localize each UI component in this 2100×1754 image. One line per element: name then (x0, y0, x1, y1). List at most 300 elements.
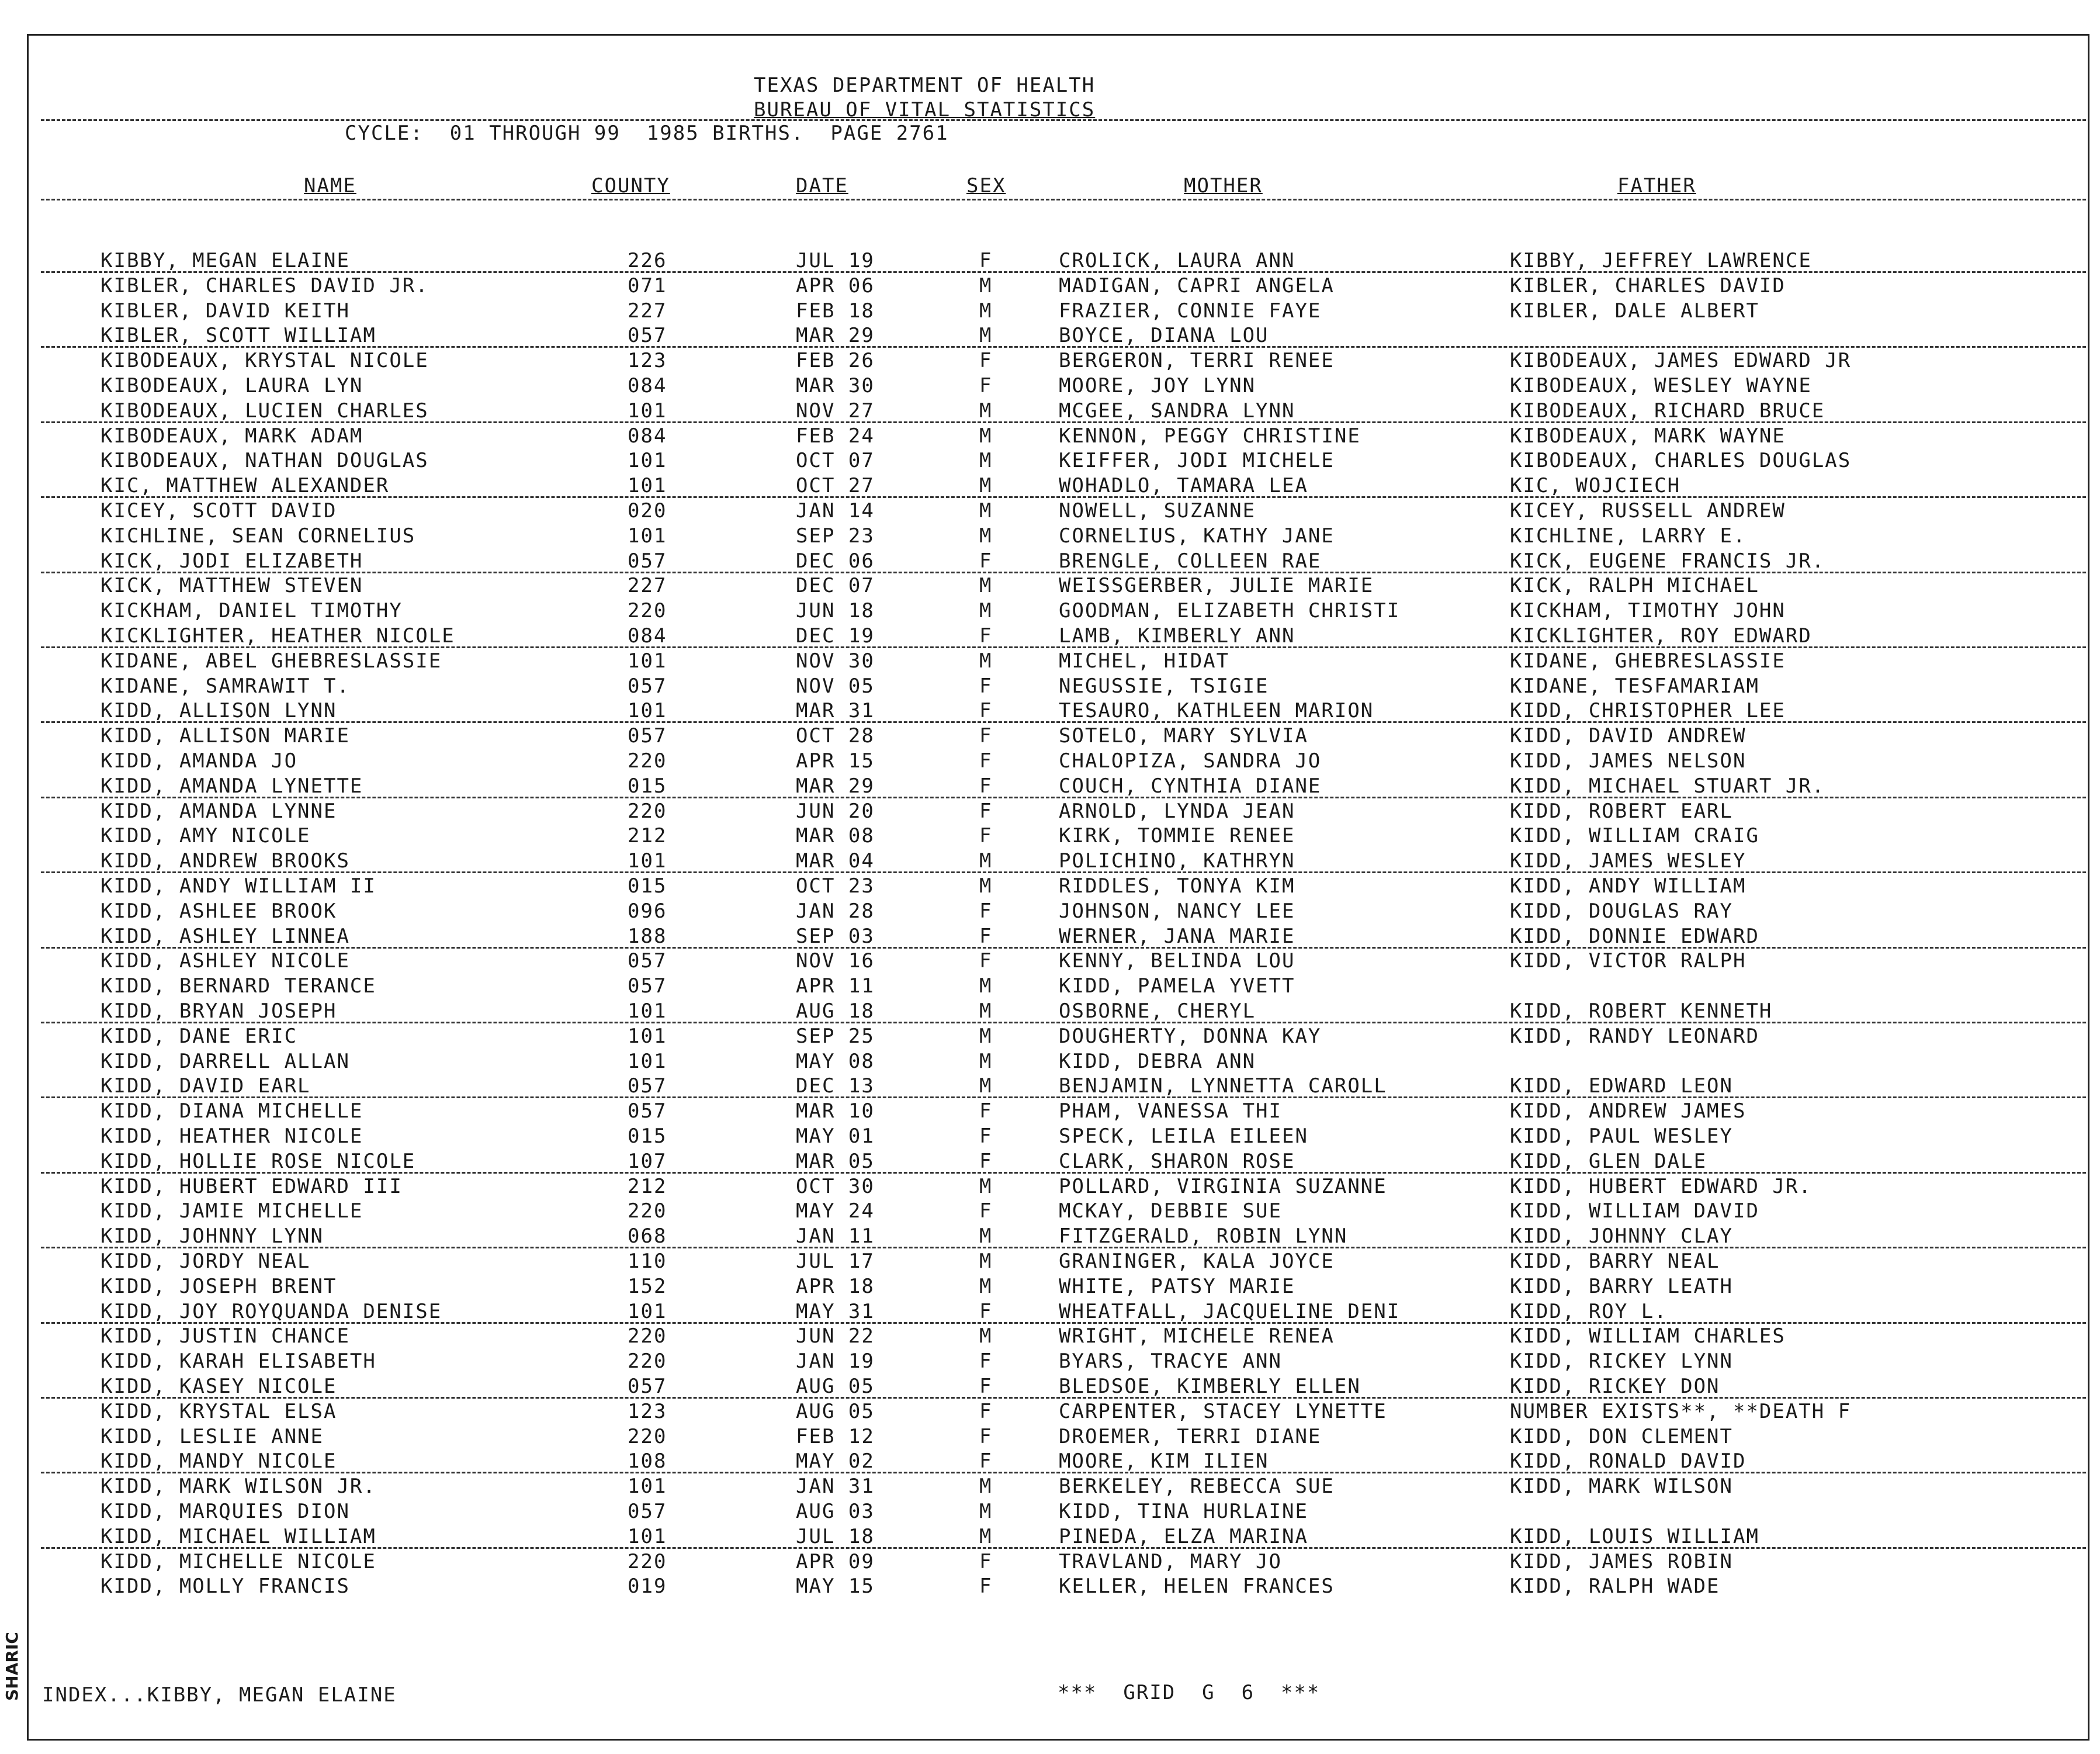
row-divider (41, 572, 2086, 573)
cell-county: 220 (628, 1199, 667, 1223)
cell-county: 015 (628, 874, 667, 898)
cell-county: 101 (628, 474, 667, 498)
cell-name: KIDANE, ABEL GHEBRESLASSIE (101, 649, 442, 673)
cell-county: 057 (628, 1099, 667, 1123)
cell-date: SEP 03 (796, 924, 875, 948)
cell-name: KIDD, ALLISON MARIE (101, 724, 350, 748)
cell-mother: WRIGHT, MICHELE RENEA (1059, 1324, 1335, 1348)
cell-county: 057 (628, 974, 667, 998)
cell-mother: ARNOLD, LYNDA JEAN (1059, 799, 1295, 823)
cell-date: APR 09 (796, 1549, 875, 1573)
cell-name: KIDD, JORDY NEAL (101, 1250, 311, 1273)
cell-father: KIC, WOJCIECH (1510, 474, 1681, 498)
cell-county: 220 (628, 1324, 667, 1348)
cell-mother: BOYCE, DIANA LOU (1059, 324, 1269, 348)
cell-county: 212 (628, 1174, 667, 1198)
cell-father: KICK, RALPH MICHAEL (1510, 574, 1759, 598)
cell-mother: BENJAMIN, LYNNETTA CAROLL (1059, 1074, 1387, 1098)
cell-name: KIBBY, MEGAN ELAINE (101, 249, 350, 272)
row-divider (41, 421, 2086, 423)
cell-county: 123 (628, 1399, 667, 1423)
cell-mother: KELLER, HELEN FRANCES (1059, 1575, 1335, 1599)
cell-name: KIDD, ASHLEE BROOK (101, 899, 337, 923)
cell-name: KIDD, MOLLY FRANCIS (101, 1575, 350, 1599)
cell-date: MAY 02 (796, 1449, 875, 1473)
cell-name: KIDD, AMANDA JO (101, 749, 298, 773)
cell-date: MAR 05 (796, 1149, 875, 1173)
cell-mother: JOHNSON, NANCY LEE (1059, 899, 1295, 923)
cell-mother: CHALOPIZA, SANDRA JO (1059, 749, 1322, 773)
row-divider (41, 1472, 2086, 1473)
cell-sex: F (979, 924, 993, 948)
cell-mother: KEIFFER, JODI MICHELE (1059, 449, 1335, 473)
cell-date: DEC 06 (796, 549, 875, 573)
cell-date: MAR 10 (796, 1099, 875, 1123)
cell-date: AUG 03 (796, 1500, 875, 1523)
row-divider (41, 1247, 2086, 1248)
row-divider (41, 1547, 2086, 1549)
cell-county: 220 (628, 1424, 667, 1448)
cell-name: KIDD, HOLLIE ROSE NICOLE (101, 1149, 416, 1173)
cell-mother: BERKELEY, REBECCA SUE (1059, 1475, 1335, 1499)
cell-mother: KIDD, TINA HURLAINE (1059, 1500, 1308, 1523)
cell-county: 226 (628, 249, 667, 272)
cell-name: KIDD, ASHLEY LINNEA (101, 924, 350, 948)
cell-name: KIDD, MICHAEL WILLIAM (101, 1524, 376, 1548)
cell-sex: M (979, 1274, 993, 1298)
cell-name: KIDD, ASHLEY NICOLE (101, 949, 350, 973)
cell-sex: F (979, 1125, 993, 1148)
cell-county: 101 (628, 524, 667, 548)
cell-date: MAY 15 (796, 1575, 875, 1599)
cell-father: KIDD, HUBERT EDWARD JR. (1510, 1174, 1812, 1198)
cell-name: KIC, MATTHEW ALEXANDER (101, 474, 390, 498)
cell-county: 084 (628, 374, 667, 397)
cell-father: KIDD, GLEN DALE (1510, 1149, 1707, 1173)
cell-date: NOV 05 (796, 674, 875, 698)
cell-county: 057 (628, 949, 667, 973)
cell-sex: F (979, 1350, 993, 1374)
cell-father: KIDD, DONNIE EDWARD (1510, 924, 1759, 948)
cell-sex: M (979, 424, 993, 448)
cell-sex: M (979, 1074, 993, 1098)
cell-date: SEP 23 (796, 524, 875, 548)
cell-date: JAN 28 (796, 899, 875, 923)
cell-name: KIBLER, CHARLES DAVID JR. (101, 274, 429, 297)
cell-county: 101 (628, 1024, 667, 1048)
row-divider (41, 1096, 2086, 1098)
cell-name: KIBODEAUX, LUCIEN CHARLES (101, 399, 429, 423)
cell-mother: LAMB, KIMBERLY ANN (1059, 624, 1295, 648)
cell-sex: F (979, 1399, 993, 1423)
cell-sex: M (979, 1174, 993, 1198)
cell-name: KICEY, SCOTT DAVID (101, 499, 337, 523)
cell-sex: F (979, 1449, 993, 1473)
cell-sex: M (979, 574, 993, 598)
cell-sex: M (979, 449, 993, 473)
cell-mother: PINEDA, ELZA MARINA (1059, 1524, 1308, 1548)
cell-date: OCT 23 (796, 874, 875, 898)
cell-name: KIDD, MARK WILSON JR. (101, 1475, 376, 1499)
cell-mother: BRENGLE, COLLEEN RAE (1059, 549, 1322, 573)
cell-mother: WERNER, JANA MARIE (1059, 924, 1295, 948)
cell-date: FEB 26 (796, 349, 875, 373)
cell-name: KIDD, ANDREW BROOKS (101, 849, 350, 873)
column-header-divider (41, 199, 2086, 200)
cell-county: 212 (628, 824, 667, 848)
cell-mother: TRAVLAND, MARY JO (1059, 1549, 1282, 1573)
row-divider (41, 871, 2086, 873)
cell-father: KIDD, CHRISTOPHER LEE (1510, 699, 1786, 723)
cell-county: 101 (628, 1299, 667, 1323)
cell-date: AUG 05 (796, 1375, 875, 1398)
cell-date: JUN 22 (796, 1324, 875, 1348)
cycle-line: CYCLE: 01 THROUGH 99 1985 BIRTHS. PAGE 2761 (345, 122, 949, 145)
row-divider (41, 797, 2086, 798)
cell-county: 227 (628, 574, 667, 598)
cell-date: JAN 11 (796, 1224, 875, 1248)
cell-sex: M (979, 874, 993, 898)
cell-father: KIBLER, DALE ALBERT (1510, 299, 1759, 323)
cell-mother: BLEDSOE, KIMBERLY ELLEN (1059, 1375, 1361, 1398)
cell-name: KIDD, KRYSTAL ELSA (101, 1399, 337, 1423)
cell-sex: F (979, 899, 993, 923)
cell-county: 220 (628, 799, 667, 823)
header-divider (41, 119, 2086, 121)
cell-date: AUG 05 (796, 1399, 875, 1423)
cell-sex: M (979, 524, 993, 548)
cell-name: KIDD, BRYAN JOSEPH (101, 999, 337, 1023)
cell-name: KIDD, AMANDA LYNNE (101, 799, 337, 823)
cell-county: 071 (628, 274, 667, 297)
cell-mother: NOWELL, SUZANNE (1059, 499, 1256, 523)
cell-sex: M (979, 1475, 993, 1499)
col-header-county: COUNTY (591, 174, 670, 198)
cell-sex: F (979, 1424, 993, 1448)
cell-name: KIDD, MANDY NICOLE (101, 1449, 337, 1473)
cell-county: 220 (628, 749, 667, 773)
cell-sex: M (979, 974, 993, 998)
cell-county: 188 (628, 924, 667, 948)
cell-date: OCT 30 (796, 1174, 875, 1198)
cell-mother: GOODMAN, ELIZABETH CHRISTI (1059, 599, 1401, 623)
cell-date: MAY 01 (796, 1125, 875, 1148)
cell-name: KIDD, JAMIE MICHELLE (101, 1199, 363, 1223)
cell-sex: F (979, 699, 993, 723)
cell-mother: OSBORNE, CHERYL (1059, 999, 1256, 1023)
cell-date: DEC 19 (796, 624, 875, 648)
cell-father: KIDD, DOUGLAS RAY (1510, 899, 1733, 923)
cell-sex: M (979, 1224, 993, 1248)
cell-father: KIDD, JOHNNY CLAY (1510, 1224, 1733, 1248)
cell-mother: KENNON, PEGGY CHRISTINE (1059, 424, 1361, 448)
cell-mother: DROEMER, TERRI DIANE (1059, 1424, 1322, 1448)
cell-name: KIDD, JOSEPH BRENT (101, 1274, 337, 1298)
col-header-date: DATE (796, 174, 848, 198)
cell-date: JAN 31 (796, 1475, 875, 1499)
cell-date: JAN 19 (796, 1350, 875, 1374)
cell-sex: F (979, 1575, 993, 1599)
cell-father: KIDD, WILLIAM CHARLES (1510, 1324, 1786, 1348)
cell-name: KIDD, ANDY WILLIAM II (101, 874, 376, 898)
cell-father: KIBODEAUX, CHARLES DOUGLAS (1510, 449, 1852, 473)
cell-county: 084 (628, 424, 667, 448)
cell-mother: POLLARD, VIRGINIA SUZANNE (1059, 1174, 1387, 1198)
cell-county: 123 (628, 349, 667, 373)
cell-county: 220 (628, 1549, 667, 1573)
cell-sex: M (979, 1324, 993, 1348)
cell-name: KIBODEAUX, NATHAN DOUGLAS (101, 449, 429, 473)
cell-county: 220 (628, 1350, 667, 1374)
cell-sex: F (979, 1375, 993, 1398)
cell-mother: KIDD, DEBRA ANN (1059, 1049, 1256, 1073)
cell-father: KIDD, ROBERT KENNETH (1510, 999, 1773, 1023)
cell-name: KIDD, DIANA MICHELLE (101, 1099, 363, 1123)
cell-county: 101 (628, 849, 667, 873)
cell-father: KIDD, RONALD DAVID (1510, 1449, 1746, 1473)
row-divider (41, 721, 2086, 723)
cell-date: FEB 18 (796, 299, 875, 323)
row-divider (41, 1397, 2086, 1399)
cell-mother: MOORE, JOY LYNN (1059, 374, 1256, 397)
cell-county: 101 (628, 1049, 667, 1073)
cell-date: SEP 25 (796, 1024, 875, 1048)
cell-sex: M (979, 299, 993, 323)
cell-mother: MCGEE, SANDRA LYNN (1059, 399, 1295, 423)
cell-sex: M (979, 1049, 993, 1073)
cell-date: MAR 08 (796, 824, 875, 848)
cell-mother: WHITE, PATSY MARIE (1059, 1274, 1295, 1298)
cell-mother: KIRK, TOMMIE RENEE (1059, 824, 1295, 848)
cell-mother: MCKAY, DEBBIE SUE (1059, 1199, 1282, 1223)
cell-sex: M (979, 1500, 993, 1523)
cell-father: KIDD, BARRY LEATH (1510, 1274, 1733, 1298)
cell-sex: M (979, 274, 993, 297)
cell-father: KIBODEAUX, RICHARD BRUCE (1510, 399, 1825, 423)
cell-date: JUL 19 (796, 249, 875, 272)
cell-sex: F (979, 1199, 993, 1223)
cell-father: KIDD, PAUL WESLEY (1510, 1125, 1733, 1148)
cell-mother: KIDD, PAMELA YVETT (1059, 974, 1295, 998)
cell-sex: F (979, 749, 993, 773)
cell-county: 101 (628, 699, 667, 723)
row-divider (41, 1322, 2086, 1324)
cell-name: KIBLER, SCOTT WILLIAM (101, 324, 376, 348)
cell-name: KIDD, BERNARD TERANCE (101, 974, 376, 998)
cell-mother: PHAM, VANESSA THI (1059, 1099, 1282, 1123)
cell-county: 057 (628, 324, 667, 348)
cell-father: KIDD, WILLIAM CRAIG (1510, 824, 1759, 848)
cell-county: 084 (628, 624, 667, 648)
cell-county: 015 (628, 1125, 667, 1148)
cell-county: 068 (628, 1224, 667, 1248)
cell-name: KIDD, JOHNNY LYNN (101, 1224, 324, 1248)
cell-mother: CARPENTER, STACEY LYNETTE (1059, 1399, 1387, 1423)
cell-father: KICEY, RUSSELL ANDREW (1510, 499, 1786, 523)
cell-sex: M (979, 1250, 993, 1273)
cell-name: KIDD, DARRELL ALLAN (101, 1049, 350, 1073)
cell-county: 101 (628, 449, 667, 473)
cell-name: KIBODEAUX, MARK ADAM (101, 424, 363, 448)
cell-sex: M (979, 474, 993, 498)
cell-sex: F (979, 1149, 993, 1173)
cell-name: KIDD, DAVID EARL (101, 1074, 311, 1098)
row-divider (41, 947, 2086, 949)
cell-date: MAY 31 (796, 1299, 875, 1323)
cell-date: AUG 18 (796, 999, 875, 1023)
col-header-mother: MOTHER (1184, 174, 1263, 198)
cell-date: APR 11 (796, 974, 875, 998)
header-line-2: BUREAU OF VITAL STATISTICS (754, 98, 1096, 122)
cell-father: KIBBY, JEFFREY LAWRENCE (1510, 249, 1812, 272)
cell-sex: F (979, 799, 993, 823)
cell-county: 057 (628, 1074, 667, 1098)
col-header-name: NAME (304, 174, 356, 198)
cell-name: KIDD, JOY ROYQUANDA DENISE (101, 1299, 442, 1323)
cell-sex: M (979, 399, 993, 423)
cell-father: KIDANE, TESFAMARIAM (1510, 674, 1759, 698)
cell-county: 057 (628, 549, 667, 573)
cell-father: KIDD, LOUIS WILLIAM (1510, 1524, 1759, 1548)
cell-county: 108 (628, 1449, 667, 1473)
cell-date: APR 18 (796, 1274, 875, 1298)
cell-sex: M (979, 599, 993, 623)
cell-name: KIDD, AMANDA LYNETTE (101, 774, 363, 798)
cell-father: KIDD, ROBERT EARL (1510, 799, 1733, 823)
cell-mother: FRAZIER, CONNIE FAYE (1059, 299, 1322, 323)
cell-mother: CORNELIUS, KATHY JANE (1059, 524, 1335, 548)
cell-name: KIDANE, SAMRAWIT T. (101, 674, 350, 698)
row-divider (41, 1022, 2086, 1023)
cell-county: 101 (628, 1475, 667, 1499)
cell-county: 220 (628, 599, 667, 623)
cell-father: KIDD, MICHAEL STUART JR. (1510, 774, 1825, 798)
cell-date: NOV 30 (796, 649, 875, 673)
row-divider (41, 646, 2086, 648)
cell-father: KIBODEAUX, WESLEY WAYNE (1510, 374, 1812, 397)
cell-sex: F (979, 949, 993, 973)
cell-name: KIDD, KASEY NICOLE (101, 1375, 337, 1398)
cell-mother: DOUGHERTY, DONNA KAY (1059, 1024, 1322, 1048)
cell-mother: POLICHINO, KATHRYN (1059, 849, 1295, 873)
cell-sex: M (979, 324, 993, 348)
cell-name: KIDD, HUBERT EDWARD III (101, 1174, 403, 1198)
cell-county: 057 (628, 1500, 667, 1523)
cell-sex: M (979, 849, 993, 873)
cell-date: APR 06 (796, 274, 875, 297)
cell-father: KIDD, JAMES NELSON (1510, 749, 1746, 773)
cell-mother: BYARS, TRACYE ANN (1059, 1350, 1282, 1374)
cell-sex: F (979, 774, 993, 798)
cell-father: KICHLINE, LARRY E. (1510, 524, 1746, 548)
cell-date: JUL 18 (796, 1524, 875, 1548)
cell-mother: WEISSGERBER, JULIE MARIE (1059, 574, 1374, 598)
cell-date: MAY 08 (796, 1049, 875, 1073)
cell-father: KIDD, JAMES WESLEY (1510, 849, 1746, 873)
cell-county: 152 (628, 1274, 667, 1298)
cell-mother: MICHEL, HIDAT (1059, 649, 1230, 673)
cell-father: KIBODEAUX, MARK WAYNE (1510, 424, 1786, 448)
cell-name: KIBLER, DAVID KEITH (101, 299, 350, 323)
cell-father: KIDD, RICKEY DON (1510, 1375, 1720, 1398)
cell-date: JAN 14 (796, 499, 875, 523)
cell-father: KICKHAM, TIMOTHY JOHN (1510, 599, 1786, 623)
cell-sex: F (979, 1299, 993, 1323)
cell-county: 020 (628, 499, 667, 523)
row-divider (41, 271, 2086, 273)
cell-father: KIDD, ANDY WILLIAM (1510, 874, 1746, 898)
cell-date: JUL 17 (796, 1250, 875, 1273)
cell-date: NOV 16 (796, 949, 875, 973)
cell-date: JUN 20 (796, 799, 875, 823)
cell-sex: F (979, 349, 993, 373)
cell-county: 057 (628, 724, 667, 748)
cell-father: KIDD, RICKEY LYNN (1510, 1350, 1733, 1374)
cell-date: OCT 07 (796, 449, 875, 473)
cell-county: 015 (628, 774, 667, 798)
cell-father: KIDD, DON CLEMENT (1510, 1424, 1733, 1448)
cell-date: APR 15 (796, 749, 875, 773)
cell-father: KICKLIGHTER, ROY EDWARD (1510, 624, 1812, 648)
cell-sex: M (979, 1524, 993, 1548)
cell-father: NUMBER EXISTS**, **DEATH F (1510, 1399, 1852, 1423)
cell-father: KIDD, MARK WILSON (1510, 1475, 1733, 1499)
cell-father: KIDD, RANDY LEONARD (1510, 1024, 1759, 1048)
cell-mother: MADIGAN, CAPRI ANGELA (1059, 274, 1335, 297)
cell-mother: SPECK, LEILA EILEEN (1059, 1125, 1308, 1148)
cell-name: KIDD, JUSTIN CHANCE (101, 1324, 350, 1348)
cell-name: KIDD, MARQUIES DION (101, 1500, 350, 1523)
cell-name: KIDD, ALLISON LYNN (101, 699, 337, 723)
cell-date: MAR 29 (796, 774, 875, 798)
cell-county: 057 (628, 1375, 667, 1398)
col-header-sex: SEX (966, 174, 1006, 198)
cell-sex: F (979, 624, 993, 648)
cell-father: KIBLER, CHARLES DAVID (1510, 274, 1786, 297)
cell-sex: M (979, 499, 993, 523)
cell-mother: NEGUSSIE, TSIGIE (1059, 674, 1269, 698)
cell-mother: FITZGERALD, ROBIN LYNN (1059, 1224, 1348, 1248)
cell-mother: SOTELO, MARY SYLVIA (1059, 724, 1308, 748)
cell-county: 101 (628, 999, 667, 1023)
row-divider (41, 1172, 2086, 1174)
cell-name: KICHLINE, SEAN CORNELIUS (101, 524, 416, 548)
cell-date: DEC 13 (796, 1074, 875, 1098)
cell-date: FEB 24 (796, 424, 875, 448)
cell-sex: M (979, 999, 993, 1023)
cell-date: MAR 04 (796, 849, 875, 873)
cell-sex: F (979, 549, 993, 573)
side-label: SHARIC (2, 1632, 22, 1701)
cell-name: KICKHAM, DANIEL TIMOTHY (101, 599, 403, 623)
cell-county: 107 (628, 1149, 667, 1173)
cell-mother: CROLICK, LAURA ANN (1059, 249, 1295, 272)
cell-mother: KENNY, BELINDA LOU (1059, 949, 1295, 973)
row-divider (41, 346, 2086, 348)
cell-father: KIDD, RALPH WADE (1510, 1575, 1720, 1599)
cell-sex: F (979, 249, 993, 272)
cell-father: KIDD, EDWARD LEON (1510, 1074, 1733, 1098)
cell-name: KIDD, KARAH ELISABETH (101, 1350, 376, 1374)
cell-sex: M (979, 1024, 993, 1048)
col-header-father: FATHER (1617, 174, 1696, 198)
cell-date: OCT 28 (796, 724, 875, 748)
cell-sex: F (979, 1549, 993, 1573)
cell-mother: TESAURO, KATHLEEN MARION (1059, 699, 1374, 723)
cell-county: 057 (628, 674, 667, 698)
cell-name: KICK, MATTHEW STEVEN (101, 574, 363, 598)
cell-date: MAY 24 (796, 1199, 875, 1223)
